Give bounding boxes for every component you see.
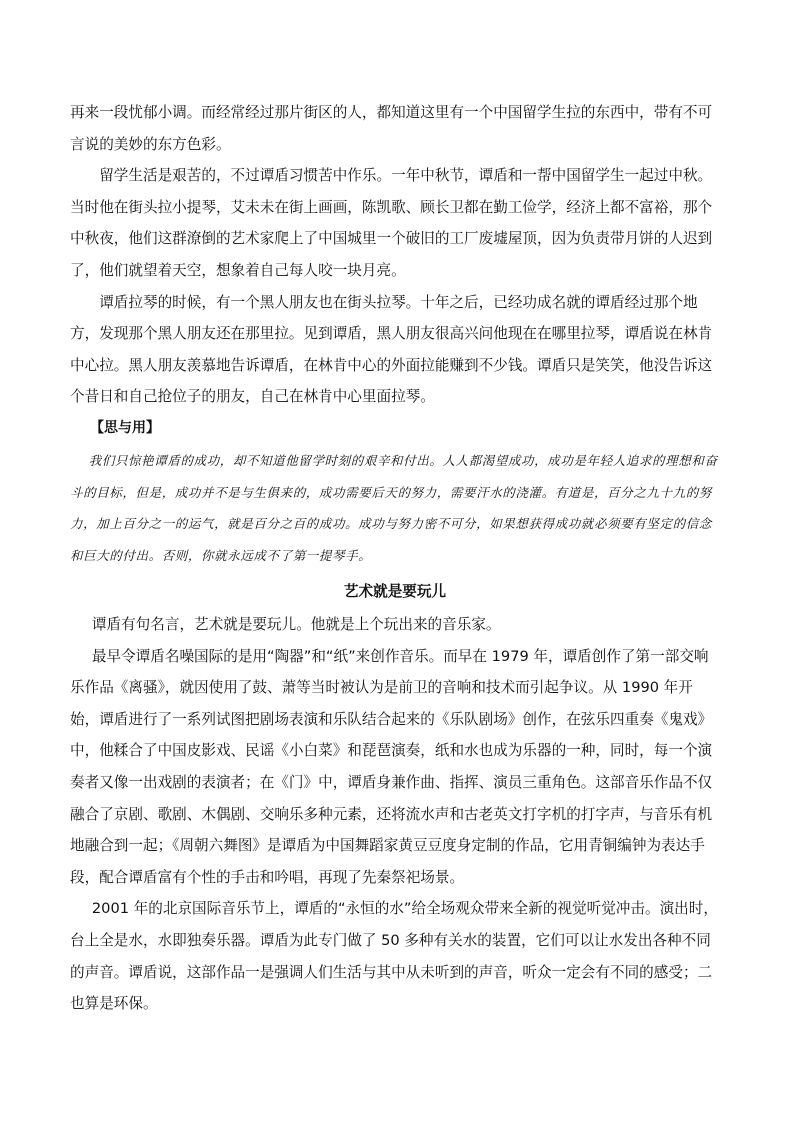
- section-paragraph-3: 2001 年的北京国际音乐节上，谭盾的“永恒的水”给全场观众带来全新的视觉听觉冲击。演出时，台上全是水，水即独奏乐器。谭盾为此专门做了 50 多种有关水的装置，它们可以让水发出各种不同的声音。谭盾说，这部作品一是强调人们生活与其中从未听到的声音，听众一定会有不同的感受；二也算是环保。: [70, 900, 718, 1013]
- paragraph-2: 留学生活是艰苦的，不过谭盾习惯苦中作乐。一年中秋节，谭盾和一帮中国留学生一起过中秋。当时他在街头拉小提琴，艾未未在街上画画，陈凯歌、顾长卫都在勤工俭学，经济上都不富裕，那个中秋夜，他们这群潦倒的艺术家爬上了中国城里一个破旧的工厂废墟屋顶，因为负责带月饼的人迟到了，他们就望着天空，想象着自己每人咬一块月亮。: [70, 167, 713, 279]
- reflection-box: [70, 415, 720, 571]
- section-title: 艺术就是要玩儿: [343, 583, 447, 600]
- section-paragraph-1: 谭盾有句名言，艺术就是要玩儿。他就是上个玩出来的音乐家。: [91, 616, 501, 633]
- paragraph-1: 再来一段忧郁小调。而经常经过那片街区的人，都知道这里有一个中国留学生拉的东西中，带有不可言说的美妙的东方色彩。: [70, 104, 713, 153]
- section-paragraph-2: 最早令谭盾名噪国际的是用“陶器”和“纸”来创作音乐。而早在 1979 年，谭盾创作了第一部交响乐作品《离骚》，就因使用了鼓、萧等当时被认为是前卫的音响和技术而引起争议。从 1990 年开始，谭盾进行了一系列试图把剧场表演和乐队结合起来的《乐队剧场》创作，在弦乐四重奏《鬼戏》中，他糅合了中国皮影戏、民谣《小白菜》和琵琶演奏，纸和水也成为乐器的一种，同时，每一个演奏者又像一出戏剧的表演者；在《门》中，谭盾身兼作曲、指挥、演员三重角色。这部音乐作品不仅融合了京剧、歌剧、木偶剧、交响乐多种元素，还将流水声和古老英文打字机的打字声，与音乐有机地融合到一起；《周朝六舞图》是谭盾为中国舞蹈家黄豆豆度身定制的作品，它用青铜编钟为表达手段，配合谭盾富有个性的手击和吟唱，再现了先秦祭祀场景。: [70, 647, 713, 886]
- paragraph-3: 谭盾拉琴的时候，有一个黑人朋友也在街头拉琴。十年之后，已经功成名就的谭盾经过那个地方，发现那个黑人朋友还在那里拉。见到谭盾，黑人朋友很高兴问他现在在哪里拉琴，谭盾说在林肯中心拉。黑人朋友羡慕地告诉谭盾，在林肯中心的外面拉能赚到不少钱。谭盾只是笑笑，他没告诉这个昔日和自己抢位子的朋友，自己在林肯中心里面拉琴。: [70, 293, 713, 406]
- reflection-heading: 【思与用】: [90, 420, 160, 436]
- art-section: [70, 577, 720, 1020]
- story-section: [70, 97, 720, 413]
- reflection-text: 我们只惊艳谭盾的成功，却不知道他留学时刻的艰辛和付出。人人都渴望成功，成功是年轻人追求的理想和奋斗的目标，但是，成功并不是与生俱来的，成功需要后天的努力，需要汗水的浇灌。有道是，百分之九十九的努力，加上百分之一的运气，就是百分之百的成功。成功与努力密不可分，如果想获得成功就必须要有坚定的信念和巨大的付出。否则，你就永远成不了第一提琴手。: [70, 453, 718, 563]
